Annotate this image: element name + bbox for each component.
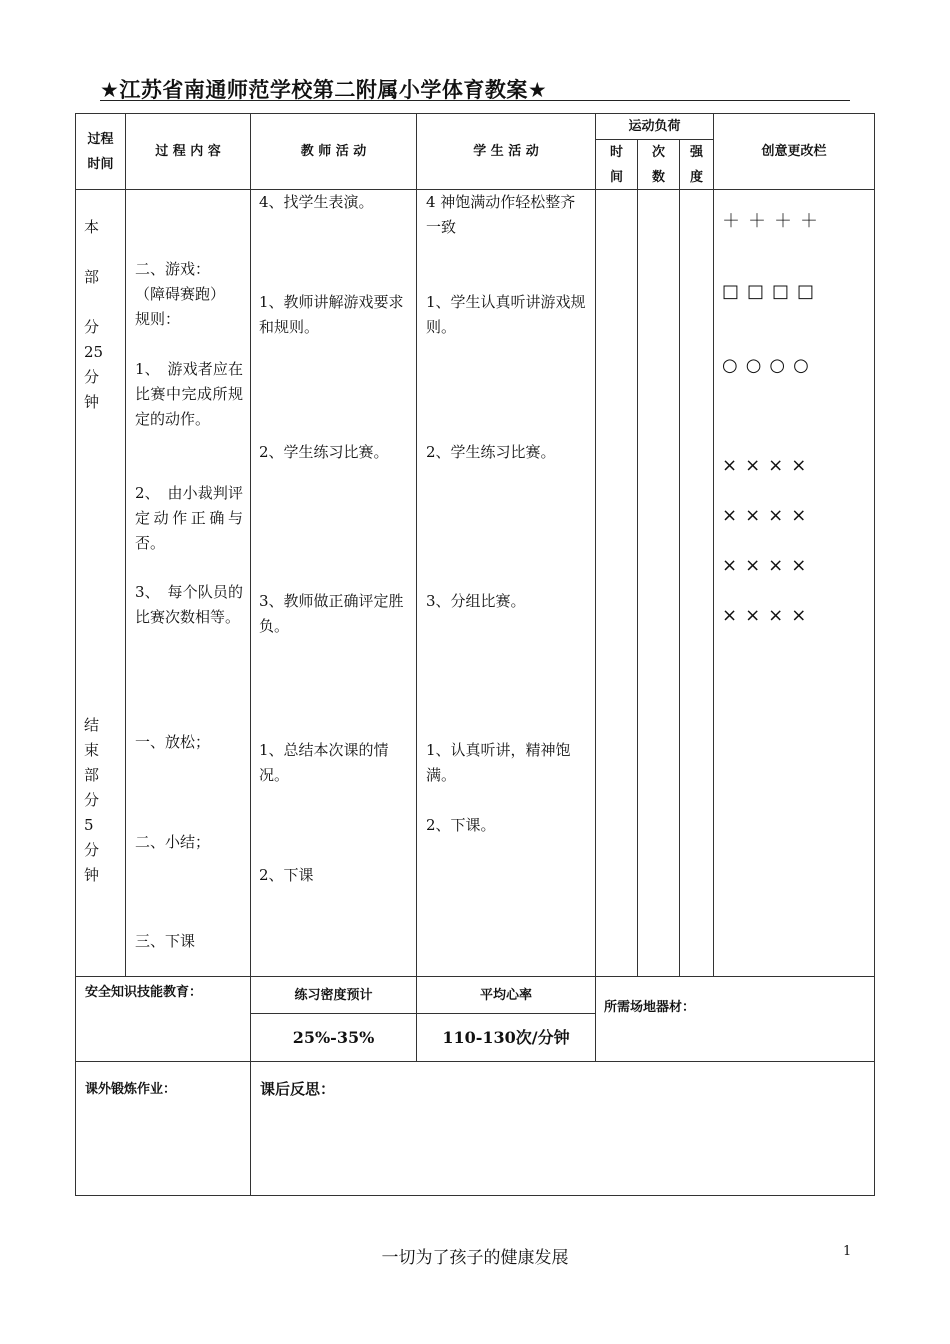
section-main-char	[84, 240, 114, 265]
metrics-divider	[250, 1013, 595, 1014]
col-divider-intensity	[713, 113, 714, 976]
rule-2: 2、 由小裁判评定动作正确与否。	[135, 484, 243, 552]
title-underline	[100, 100, 850, 101]
formation-cross-row-2: ××××	[722, 505, 815, 526]
teacher-activity-1: 4、找学生表演。	[259, 193, 374, 211]
safety-education-label: 安全知识技能教育：	[85, 985, 203, 1000]
col-divider-load-count	[679, 139, 680, 976]
section-end-char: 分	[84, 841, 100, 859]
col-divider-time	[125, 113, 126, 976]
formation-circle-row: ○○○○	[722, 355, 817, 376]
section-main-char	[84, 290, 114, 315]
header-student: 学 生 活 动	[473, 144, 539, 159]
game-name: （障碍赛跑）	[135, 285, 226, 303]
page-number: 1	[843, 1244, 852, 1259]
formation-plus-row: ＋＋＋＋	[722, 211, 826, 232]
header-load-intensity-line2: 度	[689, 170, 703, 185]
teacher-activity-2: 1、教师讲解游戏要求和规则。	[259, 293, 404, 336]
metrics-bottom-border	[75, 1061, 875, 1062]
header-load-intensity-line1: 强	[689, 145, 703, 160]
dismiss-item: 三、下课	[135, 932, 196, 950]
section-end-char: 5	[84, 816, 94, 834]
formation-square-row: □□□□	[722, 281, 823, 302]
heart-rate-label: 平均心率	[479, 988, 532, 1003]
relax-item: 一、放松；	[135, 733, 211, 751]
section-main-label	[84, 215, 114, 415]
section-main-char: 分	[84, 368, 100, 386]
heart-rate-value: 110-130次/分钟	[442, 1028, 570, 1047]
table-border-right	[874, 113, 875, 1196]
formation-cross-row-1: ××××	[722, 455, 815, 476]
section-end-char: 结	[84, 716, 100, 734]
density-label: 练习密度预计	[294, 988, 373, 1003]
section-end-label	[84, 713, 114, 888]
header-time-col	[76, 127, 125, 177]
table-border-top	[75, 113, 875, 114]
formation-cross-row-4: ××××	[722, 605, 815, 626]
section-main-char: 钟	[84, 393, 100, 411]
section-end-char: 束	[84, 741, 100, 759]
student-activity-3: 2、学生练习比赛。	[426, 443, 556, 461]
reflection-label: 课后反思：	[260, 1080, 336, 1098]
student-activity-1: 4 神饱满动作轻松整齐一致	[426, 193, 576, 236]
header-load-count-line2: 数	[651, 170, 665, 185]
section-main-char: 部	[84, 268, 100, 286]
section-main-char: 分	[84, 318, 100, 336]
section-end-char: 分	[84, 791, 100, 809]
col-divider-student	[595, 113, 596, 1061]
header-load: 运动负荷	[628, 119, 681, 134]
body-bottom-border	[75, 976, 875, 977]
header-load-count-line1: 次	[651, 145, 665, 160]
header-load-time	[596, 140, 637, 190]
section-end-char: 部	[84, 766, 100, 784]
page-title: ★江苏省南通师范学校第二附属小学体育教案★	[100, 78, 548, 102]
rule-3: 3、 每个队员的比赛次数相等。	[135, 583, 243, 626]
student-activity-2: 1、学生认真听讲游戏规则。	[426, 293, 586, 336]
student-activity-6: 2、下课。	[426, 816, 496, 834]
summary-item: 二、小结；	[135, 833, 211, 851]
density-value: 25%-35%	[292, 1028, 375, 1047]
header-time-line2: 时间	[87, 157, 114, 172]
student-activity-5: 1、认真听讲，精神饱满。	[426, 741, 571, 784]
footer-slogan: 一切为了孩子的健康发展	[381, 1248, 569, 1268]
student-activity-4: 3、分组比赛。	[426, 592, 526, 610]
header-load-intensity	[680, 140, 713, 190]
teacher-activity-4: 3、教师做正确评定胜负。	[259, 592, 404, 635]
header-content: 过 程 内 容	[155, 144, 221, 159]
teacher-activity-6: 2、下课	[259, 866, 314, 884]
col-divider-teacher	[416, 113, 417, 1061]
section-main-char: 25	[84, 343, 104, 361]
col-divider-load-time	[637, 139, 638, 976]
header-teacher: 教 师 活 动	[300, 144, 367, 159]
teacher-activity-3: 2、学生练习比赛。	[259, 443, 389, 461]
header-load-time-line1: 时	[609, 145, 623, 160]
rule-1: 1、 游戏者应在比赛中完成所规定的动作。	[135, 360, 243, 428]
table-border-bottom	[75, 1195, 875, 1196]
header-load-time-line2: 间	[609, 170, 623, 185]
homework-label: 课外锻炼作业：	[85, 1082, 177, 1097]
header-load-count	[638, 140, 679, 190]
section-end-char: 钟	[84, 866, 100, 884]
teacher-activity-5: 1、总结本次课的情况。	[259, 741, 389, 784]
section-main-char: 本	[84, 218, 100, 236]
equipment-label: 所需场地器材：	[604, 1000, 696, 1015]
header-time-line1: 过程	[87, 132, 114, 147]
game-title: 二、游戏：	[135, 260, 211, 278]
rules-label: 规则：	[135, 310, 181, 328]
formation-cross-row-3: ××××	[722, 555, 815, 576]
table-border-left	[75, 113, 76, 1196]
header-notes: 创意更改栏	[761, 144, 827, 159]
